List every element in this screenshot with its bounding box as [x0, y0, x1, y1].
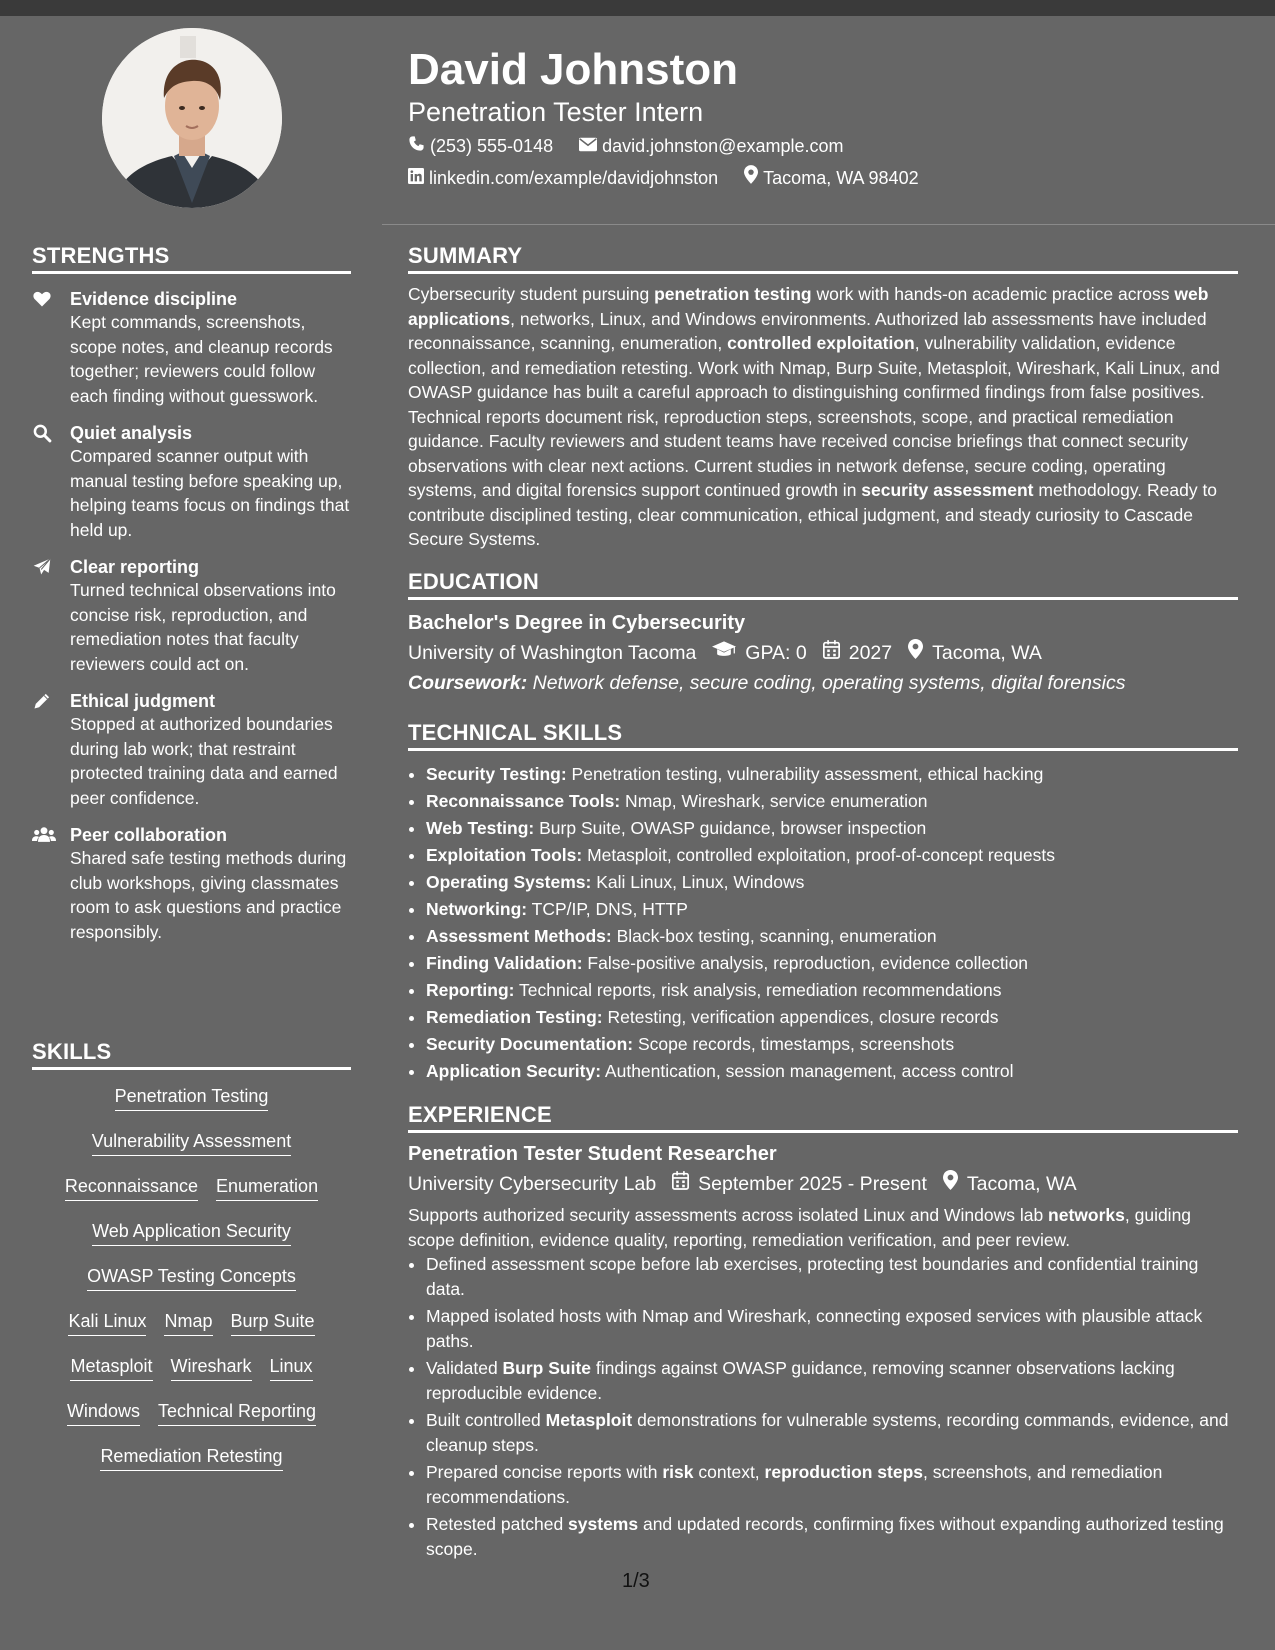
text-run: , screenshots, and remediation recommendations.: [426, 1462, 1163, 1507]
skill-value: Metasploit, controlled exploitation, proof-of-concept requests: [582, 845, 1055, 865]
education-section: [408, 569, 1238, 697]
skills-section: [32, 1039, 351, 1489]
contact-row: [408, 134, 870, 158]
list-item: [426, 788, 1238, 815]
skill-label: Networking:: [426, 899, 528, 919]
bold-text: penetration testing: [654, 284, 812, 304]
skill-value: Burp Suite, OWASP guidance, browser inspection: [534, 818, 927, 838]
text-run: work with hands-on academic practice across: [811, 284, 1175, 304]
summary-text: [408, 282, 1238, 552]
phone-contact: [408, 134, 553, 158]
heart-icon: [32, 289, 54, 311]
list-item: [426, 1252, 1238, 1301]
strength-item: [32, 690, 351, 810]
skill-value: Nmap, Wireshark, service enumeration: [620, 791, 928, 811]
summary-section: [408, 243, 1238, 552]
bold-text: security assessment: [861, 480, 1034, 500]
email-link[interactable]: david.johnston@example.com: [602, 136, 844, 156]
skill-tag: Nmap: [164, 1309, 212, 1336]
skill-tag: Penetration Testing: [115, 1084, 269, 1111]
job-title: Penetration Tester Intern: [408, 97, 704, 127]
text-run: Supports authorized security assessments across isolated Linux and Windows lab: [408, 1205, 1049, 1225]
strength-title: Clear reporting: [70, 557, 200, 577]
contact-row: [408, 165, 945, 190]
skill-label: Reconnaissance Tools:: [426, 791, 621, 811]
text-run: , vulnerability validation, evidence collection, and remediation retesting. Work with Nmap, Burp Suite, Metasploit, Wireshark, Kali Linux, and OWASP guidance has built a careful approach to distinguishing confirmed findings from false positives. Technical reports document risk, reproduction steps, screenshots, scope, and practical remediation guidance. Faculty reviewers and student teams have received concise briefings that connect security observations with clear next actions. Current studies in network defense, secure coding, operating systems, and digital forensics support continued growth in: [408, 333, 1220, 500]
coursework-label: Coursework:: [408, 672, 528, 694]
education-location: Tacoma, WA: [932, 642, 1042, 664]
organization-name: University Cybersecurity Lab: [408, 1173, 657, 1195]
list-item: [426, 950, 1238, 977]
text-run: Mapped isolated hosts with Nmap and Wireshark, connecting exposed services with plausible attack paths.: [426, 1306, 1203, 1351]
summary-heading: SUMMARY: [408, 243, 1238, 274]
skill-tag: Burp Suite: [231, 1309, 315, 1336]
text-run: , guiding scope definition, evidence quality, reporting, remediation verification, and peer review.: [408, 1205, 1192, 1250]
location-contact: [744, 165, 918, 190]
graduation-cap-icon: [712, 639, 745, 667]
calendar-icon: [672, 1170, 698, 1198]
list-item: [426, 1304, 1238, 1353]
skills-heading: SKILLS: [32, 1039, 351, 1070]
bold-text: risk: [662, 1462, 694, 1482]
text-run: and updated records, confirming fixes without expanding authorized testing scope.: [426, 1514, 1224, 1559]
list-item: [426, 869, 1238, 896]
strength-description: Stopped at authorized boundaries during lab work; that restraint protected training data and earned peer confidence.: [70, 714, 338, 808]
skill-value: Black-box testing, scanning, enumeration: [611, 926, 937, 946]
text-run: Retested patched: [426, 1514, 569, 1534]
role-title: Penetration Tester Student Researcher: [408, 1143, 777, 1165]
candidate-name: David Johnston: [408, 45, 739, 94]
skill-value: Penetration testing, vulnerability assessment, ethical hacking: [566, 764, 1044, 784]
users-icon: [32, 825, 54, 847]
strength-item: [32, 556, 351, 676]
linkedin-link[interactable]: linkedin.com/example/davidjohnston: [429, 167, 719, 188]
linkedin-icon: [408, 166, 429, 190]
strength-item: [32, 824, 351, 944]
strength-description: Shared safe testing methods during club workshops, giving classmates room to ask questions and practice responsibly.: [70, 848, 347, 942]
skill-tag: OWASP Testing Concepts: [87, 1264, 296, 1291]
experience-location: Tacoma, WA: [966, 1173, 1077, 1195]
skill-tag: Vulnerability Assessment: [92, 1129, 291, 1156]
header-divider: [382, 224, 1275, 225]
list-item: [426, 815, 1238, 842]
list-item: [426, 842, 1238, 869]
skill-tag: Web Application Security: [92, 1219, 291, 1246]
strength-title: Ethical judgment: [70, 691, 216, 711]
skill-label: Assessment Methods:: [426, 926, 612, 946]
skill-value: Kali Linux, Linux, Windows: [591, 872, 805, 892]
skill-label: Operating Systems:: [426, 872, 592, 892]
location-text: Tacoma, WA 98402: [763, 167, 919, 188]
list-item: [426, 761, 1238, 788]
pencil-icon: [32, 691, 54, 713]
bold-text: Metasploit: [545, 1410, 633, 1430]
skill-label: Security Documentation:: [426, 1034, 634, 1054]
text-run: Cybersecurity student pursuing: [408, 284, 655, 304]
list-item: [426, 977, 1238, 1004]
skill-value: TCP/IP, DNS, HTTP: [527, 899, 688, 919]
technical-skills-heading: TECHNICAL SKILLS: [408, 720, 1238, 751]
experience-bullets: [408, 1252, 1238, 1561]
skill-tag: Enumeration: [216, 1174, 318, 1201]
phone-icon: [408, 134, 430, 158]
search-icon: [32, 423, 54, 445]
experience-section: [408, 1102, 1238, 1564]
skill-label: Exploitation Tools:: [426, 845, 583, 865]
experience-location-item: [943, 1170, 1077, 1198]
list-item: [426, 896, 1238, 923]
skill-tag: Linux: [270, 1354, 313, 1381]
skill-tag: Windows: [67, 1399, 140, 1426]
email-contact: [579, 134, 843, 158]
dates-item: [672, 1170, 927, 1198]
skill-value: Scope records, timestamps, screenshots: [633, 1034, 955, 1054]
linkedin-contact: [408, 166, 718, 190]
strength-title: Quiet analysis: [70, 423, 193, 443]
skills-list: [32, 1084, 351, 1489]
skill-value: Authentication, session management, access control: [601, 1061, 1014, 1081]
bold-text: systems: [568, 1514, 639, 1534]
bold-text: networks: [1048, 1205, 1125, 1225]
education-meta: [408, 639, 1238, 667]
experience-meta: [408, 1170, 1238, 1198]
list-item: [426, 1460, 1238, 1509]
skill-value: False-positive analysis, reproduction, evidence collection: [582, 953, 1029, 973]
text-run: methodology. Ready to contribute disciplined testing, clear communication, ethical judgment, and steady curiosity to Cascade Secure Systems.: [408, 480, 1218, 549]
degree-title: Bachelor's Degree in Cybersecurity: [408, 612, 746, 634]
text-run: Validated: [426, 1358, 503, 1378]
skill-tag: Kali Linux: [68, 1309, 146, 1336]
list-item: [426, 1356, 1238, 1405]
gpa-item: [712, 639, 806, 667]
calendar-icon: [823, 639, 849, 667]
text-run: Defined assessment scope before lab exercises, protecting test boundaries and confidential training data.: [426, 1254, 1199, 1299]
employment-dates: September 2025 - Present: [698, 1173, 927, 1195]
list-item: [426, 1058, 1238, 1085]
text-run: , networks, Linux, and Windows environments. Authorized lab assessments have included reconnaissance, scanning, enumeration,: [408, 308, 1207, 353]
text-run: findings against OWASP guidance, removing scanner observations lacking reproducible evidence.: [426, 1358, 1175, 1403]
profile-photo: [102, 28, 282, 208]
bold-text: reproduction steps: [764, 1462, 924, 1482]
skill-tag: Reconnaissance: [65, 1174, 198, 1201]
skill-label: Security Testing:: [426, 764, 567, 784]
education-heading: EDUCATION: [408, 569, 1238, 600]
skill-label: Reporting:: [426, 980, 515, 1000]
map-pin-icon: [943, 1170, 967, 1198]
list-item: [426, 1031, 1238, 1058]
page-number: 1/3: [622, 1570, 650, 1592]
bold-text: Burp Suite: [502, 1358, 592, 1378]
text-run: Prepared concise reports with: [426, 1462, 663, 1482]
map-pin-icon: [908, 639, 932, 667]
bold-text: web applications: [408, 284, 1209, 329]
list-item: [426, 923, 1238, 950]
skill-label: Finding Validation:: [426, 953, 583, 973]
graduation-year: 2027: [848, 642, 893, 664]
skill-label: Web Testing:: [426, 818, 535, 838]
top-bar: [0, 0, 1275, 16]
strengths-section: [32, 243, 351, 944]
strength-description: Compared scanner output with manual testing before speaking up, helping teams focus on findings that held up.: [70, 446, 350, 540]
strength-description: Turned technical observations into concise risk, reproduction, and remediation notes that faculty reviewers could act on.: [70, 580, 336, 674]
strength-item: [32, 288, 351, 408]
strength-item: [32, 422, 351, 542]
strength-title: Evidence discipline: [70, 289, 238, 309]
education-location-item: [908, 639, 1042, 667]
technical-skills-section: [408, 720, 1238, 1085]
bold-text: controlled exploitation: [727, 333, 915, 353]
skill-value: Technical reports, risk analysis, remediation recommendations: [514, 980, 1002, 1000]
envelope-icon: [579, 134, 602, 158]
map-pin-icon: [744, 165, 763, 190]
technical-skills-list: [408, 761, 1238, 1085]
text-run: context,: [693, 1462, 765, 1482]
list-item: [426, 1512, 1238, 1561]
school-name: University of Washington Tacoma: [408, 642, 697, 664]
list-item: [426, 1408, 1238, 1457]
skill-tag: Remediation Retesting: [100, 1444, 282, 1471]
coursework-text: Network defense, secure coding, operating systems, digital forensics: [527, 672, 1126, 694]
experience-heading: EXPERIENCE: [408, 1102, 1238, 1133]
text-run: demonstrations for vulnerable systems, recording commands, evidence, and cleanup steps.: [426, 1410, 1229, 1455]
text-run: Built controlled: [426, 1410, 546, 1430]
skill-value: Retesting, verification appendices, closure records: [602, 1007, 999, 1027]
strengths-heading: STRENGTHS: [32, 243, 351, 274]
phone-number[interactable]: (253) 555-0148: [430, 136, 554, 156]
role-summary: [408, 1203, 1238, 1252]
skill-tag: Metasploit: [70, 1354, 152, 1381]
skill-label: Application Security:: [426, 1061, 602, 1081]
skill-tag: Wireshark: [171, 1354, 252, 1381]
paper-plane-icon: [32, 557, 54, 579]
strength-description: Kept commands, screenshots, scope notes, and cleanup records together; reviewers could follow each finding without guesswork.: [70, 312, 333, 406]
gpa-text: GPA: 0: [745, 642, 807, 664]
skill-tag: Technical Reporting: [158, 1399, 316, 1426]
strength-title: Peer collaboration: [70, 825, 228, 845]
list-item: [426, 1004, 1238, 1031]
skill-label: Remediation Testing:: [426, 1007, 603, 1027]
graduation-year-item: [823, 639, 892, 667]
coursework-line: [408, 669, 1238, 697]
